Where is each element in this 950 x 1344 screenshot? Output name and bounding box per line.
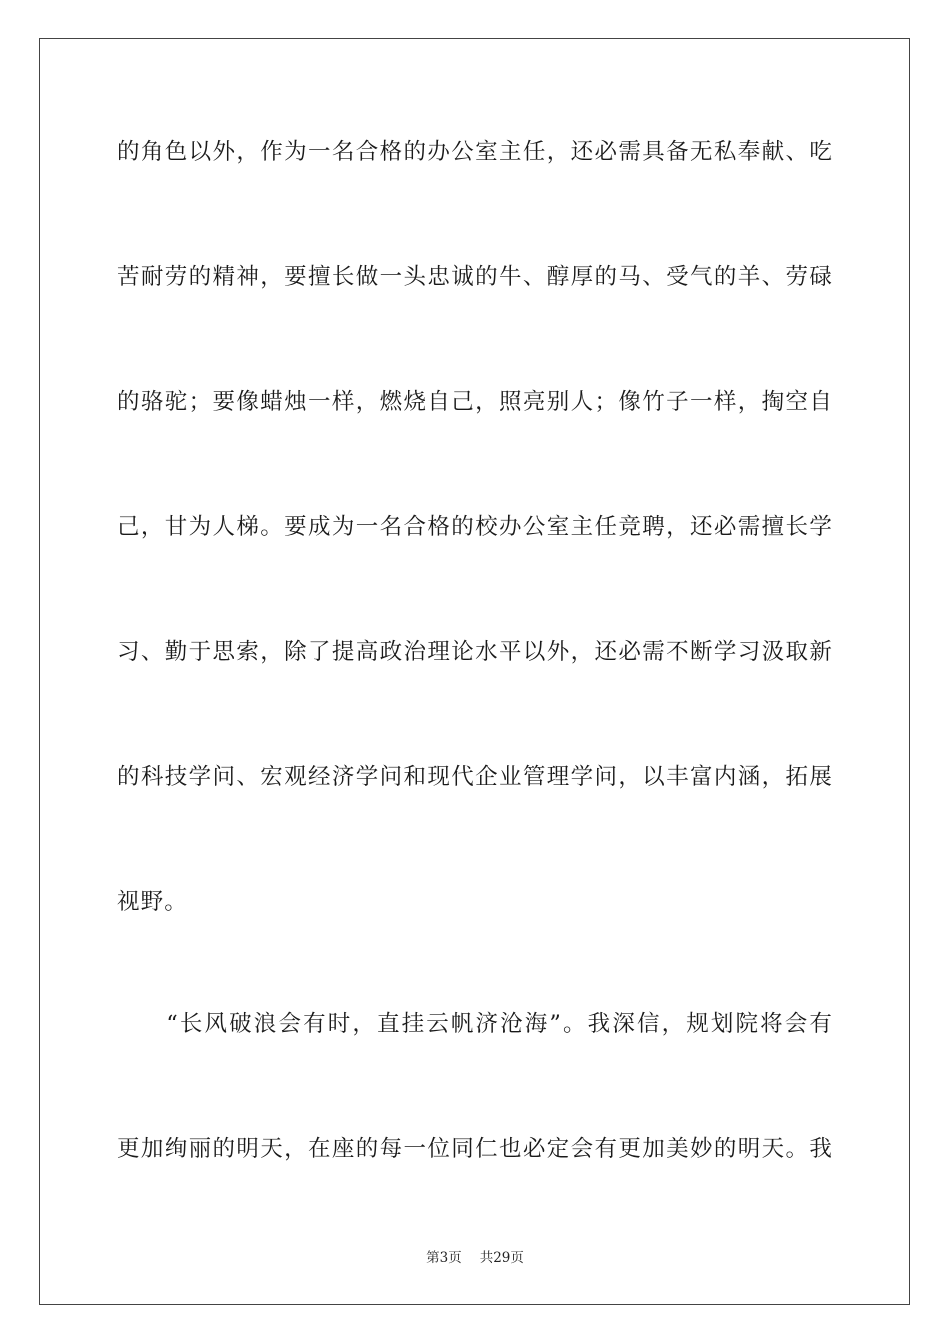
text-line: 更加绚丽的明天，在座的每一位同仁也必定会有更加美妙的明天。我	[117, 1136, 833, 1162]
total-pages: 共29页	[479, 1250, 524, 1266]
paragraph-1	[117, 90, 833, 965]
page-footer	[0, 1246, 950, 1266]
text-line: 的角色以外，作为一名合格的办公室主任，还必需具备无私奉献、吃	[117, 139, 833, 165]
text-line: 习、勤于思索，除了提高政治理论水平以外，还必需不断学习汲取新	[117, 639, 833, 665]
text-line: 视野。	[117, 889, 188, 915]
text-line: 己，甘为人梯。要成为一名合格的校办公室主任竞聘，还必需擅长学	[117, 514, 833, 540]
text-line: 的科技学问、宏观经济学问和现代企业管理学问，以丰富内涵，拓展	[117, 764, 833, 790]
page-number: 第3页	[426, 1250, 462, 1266]
text-line: “长风破浪会有时，直挂云帆济沧海”。我深信，规划院将会有	[117, 1011, 833, 1037]
text-line: 苦耐劳的精神，要擅长做一头忠诚的牛、醇厚的马、受气的羊、劳碌	[117, 264, 833, 290]
paragraph-2	[117, 962, 833, 1212]
text-line: 的骆驼；要像蜡烛一样，燃烧自己，照亮别人；像竹子一样，掏空自	[117, 389, 833, 415]
